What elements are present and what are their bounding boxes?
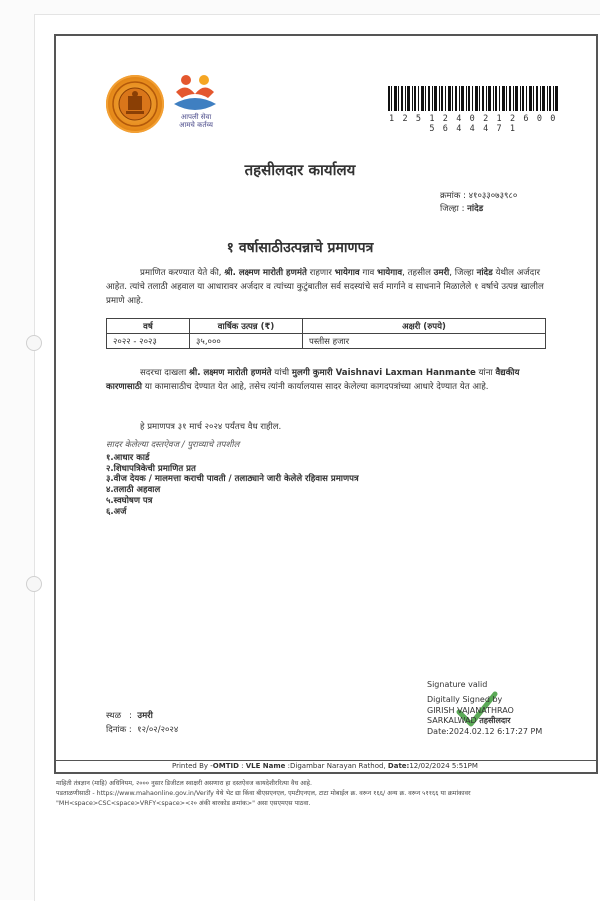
digitally-signed-label: Digitally Signed by: [427, 695, 503, 704]
digital-signature: [427, 695, 562, 737]
purpose-text: सदरचा दाखला: [140, 368, 189, 378]
validity-note: हे प्रमाणपत्र ३१ मार्च २०२४ पर्यंतच वैध राहील.: [140, 422, 282, 432]
place-line: स्थळ : उमरी: [106, 711, 153, 721]
district-label: जिल्हा :: [440, 204, 465, 214]
purpose-text: या कामासाठीच देण्यात येत आहे, तसेच त्यांनी कार्यालयास सादर केलेल्या कागदपत्रांच्या आधारे देण्यात येत आहे.: [142, 382, 489, 392]
printed-by-label: Printed By -: [172, 762, 213, 770]
printed-date-value: 12/02/2024 5:51PM: [409, 762, 478, 770]
statement-text: प्रमाणित करण्यात येते की,: [140, 268, 225, 278]
footer-line: पडताळणीसाठी - https://www.mahaonline.gov.in/Verify येथे भेट द्या किंवा बीएसएनएल, एमटीएनएल, टाटा मोबाईल क्र. वरून १६६/ अन्य क्र. वरून ५११६६ या क्रमांकावर: [56, 790, 471, 797]
year-cell: २०२२ - २०२३: [107, 334, 190, 349]
list-item: १.आधार कार्ड: [106, 453, 150, 463]
district-line: [440, 203, 483, 214]
statement-text: , तहसील: [402, 268, 434, 278]
list-item: ५.स्वघोषण पत्र: [106, 495, 153, 506]
documents-list: [106, 453, 359, 517]
printed-by-line: Printed By -OMTID : VLE Name :Digambar Narayan Rathod, Date:12/02/2024 5:51PM: [172, 762, 478, 770]
list-item: ६.अर्ज: [106, 506, 127, 517]
income-table: [106, 318, 546, 349]
purpose-text: यांची: [271, 368, 292, 378]
statement-text: राहणार: [306, 268, 335, 278]
reference-value: ४१०३३०७३९८०: [468, 191, 518, 201]
footer-line: "MH<space>CSC<space>VRFY<space><२० अंकी बारकोड क्रमांक>" असा एसएमएस पाठवा.: [56, 800, 311, 807]
purpose-statement: [106, 366, 546, 394]
statement-text: , जिल्हा: [449, 268, 477, 278]
list-item: २.शिधापत्रिकेची प्रमाणित प्रत: [106, 463, 196, 474]
date-label: दिनांक: [106, 725, 127, 735]
barcode: [388, 86, 558, 111]
signature-date: Date:2024.02.12 6:17:27 PM: [427, 726, 543, 736]
certificate-statement: [106, 266, 546, 308]
list-item: ३.वीज देयक / मालमत्ता कराची पावती / तलाठ्याने जारी केलेले रहिवास प्रमाणपत्र: [106, 474, 359, 485]
omtid: OMTID: [212, 762, 239, 770]
date-line: दिनांक : १२/०२/२०२४: [106, 725, 179, 735]
district-name: नांदेड: [476, 268, 493, 278]
office-title: तहसीलदार कार्यालय: [244, 161, 356, 179]
column-header-income: वार्षिक उत्पन्न (₹): [190, 319, 303, 334]
reference-number: [440, 190, 517, 201]
table-header-row: [107, 319, 546, 334]
barcode-number: 1 2 5 1 2 4 0 2 1 2 6 0 0 5 6 4 4 4 7 1: [389, 114, 557, 134]
purpose-reason: वैद्यकीय कारणासाठी: [106, 368, 520, 392]
place-value: उमरी: [137, 711, 153, 721]
income-cell: ३५,०००: [190, 334, 303, 349]
relation: मुलगी कुमारी: [291, 368, 333, 378]
statement-text: येथील अर्जदार आहेत. त्यांचे तलाठी अहवाल या आधारावर अर्जदार व त्यांच्या कुटुंबातील सर्व सदस्यांचे सर्व मार्गाने व साधनाने मिळालेले १ वर्षाचे उत्पन्न खालील प्रमाणे आहे.: [106, 268, 544, 306]
signer-name-line2: [427, 716, 562, 727]
signature-valid-label: Signature valid: [427, 680, 488, 689]
divider: [54, 760, 598, 761]
certificate-title: १ वर्षासाठीउत्पन्नाचे प्रमाणपत्र: [226, 240, 374, 256]
place-label: स्थळ: [106, 711, 122, 721]
signer-surname: SARKALWAD: [427, 716, 477, 725]
punch-hole: [26, 335, 42, 351]
footer-notes: [56, 779, 596, 809]
maharashtra-seal-icon: [106, 75, 164, 133]
reference-label: क्रमांक :: [440, 191, 466, 201]
beneficiary-name: Vaishnavi Laxman Hanmante: [332, 368, 476, 378]
documents-heading: सादर केलेल्या दस्तऐवज / पुराव्याचे तपशील: [106, 440, 240, 450]
purpose-text: यांना: [475, 368, 496, 378]
punch-hole: [26, 576, 42, 592]
tahsil-name: उमरी: [433, 268, 450, 278]
footer-line: माहिती तंत्रज्ञान (माहि) अधिनियम, २००० नुसार डिजीटल स्वाक्षरी असणारा हा दस्तऐवज कायदेशीररित्या वैध आहे.: [56, 780, 312, 787]
village-name: भायेगाव: [334, 268, 360, 278]
vle-value: :Digambar Narayan Rathod: [287, 762, 384, 770]
vle-label: VLE Name: [245, 762, 286, 770]
signer-name: GIRISH VAJANATHRAO: [427, 705, 514, 715]
column-header-year: वर्ष: [107, 319, 190, 334]
printed-date-label: Date:: [387, 762, 410, 770]
district-value: नांदेड: [467, 204, 484, 214]
certificate-border: [54, 34, 598, 774]
logo-caption: आपली सेवा आमचे कर्तव्य: [179, 113, 213, 129]
designation: तहसीलदार: [479, 716, 511, 725]
applicant-name: श्री. लक्ष्मण मारोती हणमंते: [224, 268, 307, 278]
village-name: भायेगाव: [377, 268, 403, 278]
list-item: ४.तलाठी अहवाल: [106, 485, 161, 496]
words-cell: पस्तीस हजार: [303, 334, 546, 349]
column-header-words: अक्षरी (रुपये): [303, 319, 546, 334]
table-row: [107, 334, 546, 349]
statement-text: गाव: [359, 268, 378, 278]
applicant-name: श्री. लक्ष्मण मारोती हणमंते: [188, 368, 272, 378]
date-value: १२/०२/२०२४: [137, 725, 179, 735]
